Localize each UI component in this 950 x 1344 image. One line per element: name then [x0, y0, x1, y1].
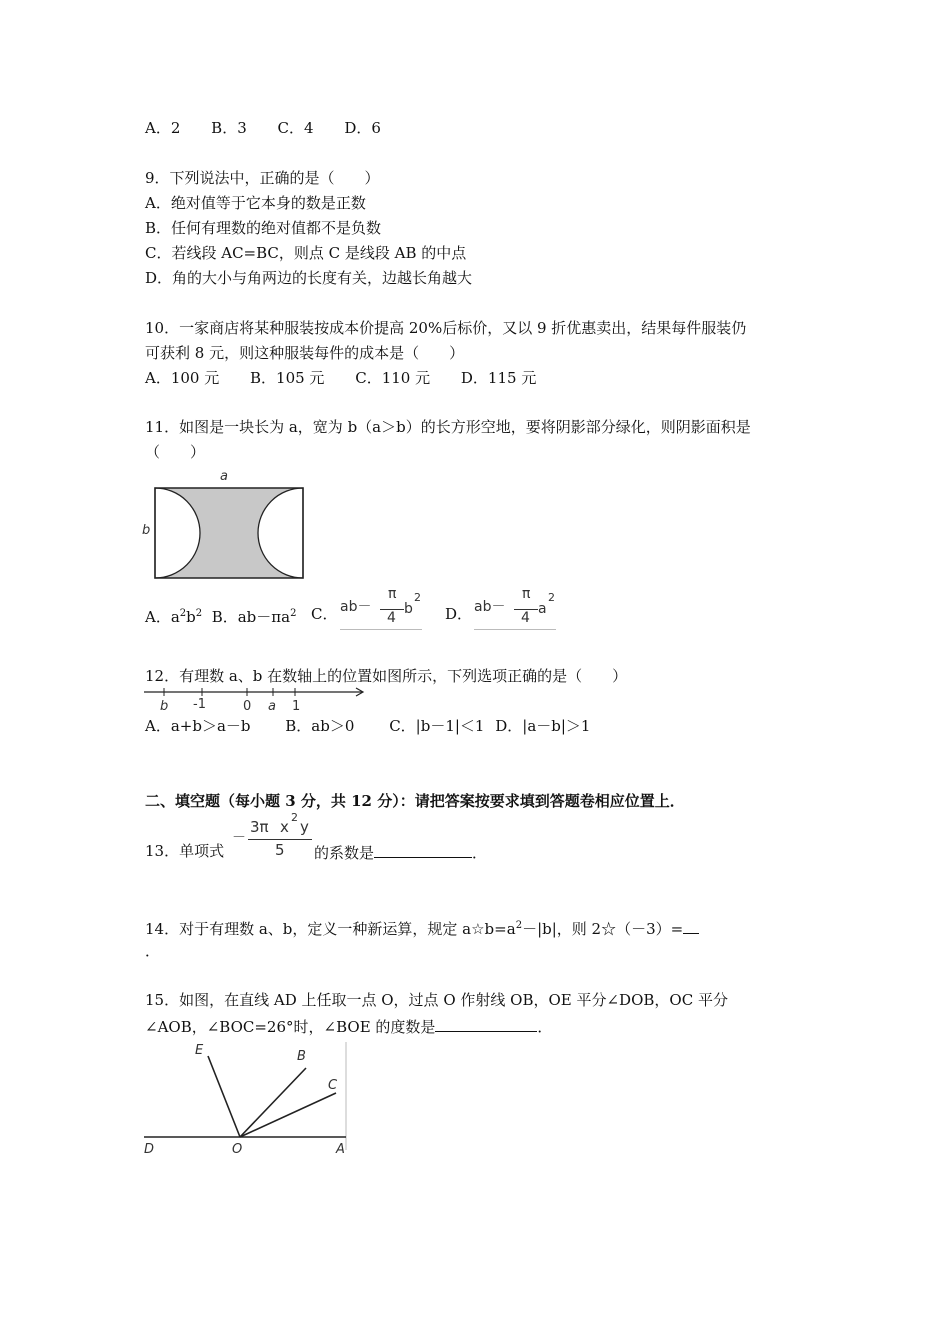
q11-stem-line2: （ ） — [145, 443, 206, 461]
q15-stem-line2 — [145, 1015, 552, 1037]
q11-options-ab — [145, 604, 296, 627]
q14-line1 — [145, 916, 699, 939]
q11-option-d-prefix: D． — [445, 605, 473, 623]
q10-option-d: D．115 元 — [460, 369, 537, 387]
q12-options — [145, 716, 590, 736]
q13-end: ． — [472, 844, 488, 862]
section2-heading: 二、填空题（每小题 3 分，共 12 分）：请把答案按要求填到答题卷相应位置上． — [145, 792, 685, 810]
q12-label-0: 0 — [243, 699, 252, 714]
q8-option-a: A．2 — [145, 119, 181, 137]
q12-number-line — [140, 684, 370, 714]
q15-label-d: D — [144, 1142, 155, 1157]
q11-option-c-lead: ab－ — [340, 599, 372, 615]
q15-answer-blank[interactable] — [435, 1015, 537, 1032]
q12-label-1: 1 — [292, 699, 301, 714]
q10-option-a: A．100 元 — [145, 369, 220, 387]
q11-option-b — [212, 608, 297, 626]
q13-fraction-bar — [248, 839, 312, 840]
q8-option-d: D．6 — [344, 119, 381, 137]
q11-option-d-var: a — [538, 601, 547, 617]
q12-stem: 12．有理数 a、b 在数轴上的位置如图所示，下列选项正确的是（ ） — [145, 667, 628, 685]
q15-stem-line1: 15．如图，在直线 AD 上任取一点 O，过点 O 作射线 OB，OE 平分∠DOB，OC 平分 — [145, 991, 728, 1009]
q14-text-pre: 14．对于有理数 a、b，定义一种新运算，规定 a☆b=a — [145, 920, 516, 938]
q11-option-a — [145, 608, 202, 626]
q11-option-b-text: ab－πa — [237, 608, 291, 626]
q10-stem-line1: 10．一家商店将某种服装按成本价提高 20%后标价，又以 9 折优惠卖出，结果每件服装仍 — [145, 319, 747, 337]
q10-option-b: B．105 元 — [250, 369, 325, 387]
q15-angle-figure — [140, 1040, 355, 1162]
q15-label-a: A — [336, 1142, 345, 1157]
q13-num-var-y: y — [300, 818, 309, 836]
q15-ray-oe — [208, 1056, 240, 1137]
q14-line2: ． — [145, 942, 161, 960]
q11-option-a-base2: b — [186, 608, 196, 626]
q11-option-d-exp: 2 — [548, 591, 555, 604]
q11-option-d-fraction — [474, 588, 558, 632]
q11-option-b-prefix: B． — [211, 608, 238, 626]
q11-option-c-den: 4 — [387, 610, 396, 626]
q9-option-b: B．任何有理数的绝对值都不是负数 — [145, 219, 382, 237]
q8-options — [145, 118, 407, 138]
q12-label-a: a — [268, 699, 276, 714]
q12-option-d: D．|a－b|＞1 — [495, 717, 591, 735]
q15-stem-line2-text: ∠AOB，∠BOC=26°时，∠BOE 的度数是 — [145, 1018, 436, 1036]
q11-option-a-exp2: 2 — [195, 608, 203, 619]
q13-den: 5 — [275, 841, 285, 859]
q9-stem: 9．下列说法中，正确的是（ ） — [145, 169, 380, 187]
q11-option-d-underline — [474, 629, 556, 630]
q15-label-e: E — [195, 1043, 204, 1058]
q15-ray-ob — [240, 1068, 306, 1137]
q15-stem-line2-end: ． — [537, 1018, 553, 1036]
q11-rectangle-figure — [140, 464, 315, 586]
q13-suffix: 的系数是 — [314, 844, 375, 862]
q11-option-a-prefix: A． — [145, 608, 171, 626]
q8-option-c: C．4 — [277, 119, 314, 137]
q11-option-c-var: b — [404, 601, 413, 617]
q10-options — [145, 368, 562, 388]
q10-stem-line2: 可获利 8 元，则这种服装每件的成本是（ ） — [145, 344, 465, 362]
q11-option-c-prefix: C． — [311, 605, 338, 623]
q11-option-c-num: π — [388, 586, 397, 602]
q11-option-a-exp1: 2 — [179, 608, 187, 619]
q14-sup: 2 — [515, 920, 523, 931]
q13-num-var-x: x — [280, 818, 289, 836]
q12-option-a: A．a+b＞a－b — [145, 717, 251, 735]
q15-label-o: O — [232, 1142, 243, 1157]
q11-option-b-exp: 2 — [290, 608, 297, 619]
q11-label-a: a — [220, 469, 228, 484]
q11-stem-line1: 11．如图是一块长为 a，宽为 b（a＞b）的长方形空地，要将阴影部分绿化，则阴影面积是 — [145, 418, 751, 436]
q10-option-c: C．110 元 — [355, 369, 431, 387]
q13-num-exp: 2 — [291, 811, 298, 824]
q11-option-c-fraction — [340, 588, 424, 632]
q13-suffix-line — [314, 841, 487, 863]
q11-option-c-underline — [340, 629, 422, 630]
q13-num-coef: 3π — [250, 818, 269, 836]
q11-label-b: b — [142, 523, 151, 538]
q8-option-b: B．3 — [211, 119, 247, 137]
q11-option-d-den: 4 — [521, 610, 530, 626]
q15-ray-oc — [240, 1093, 336, 1137]
q11-option-a-base1: a — [170, 608, 180, 626]
q15-label-c: C — [328, 1078, 338, 1093]
q13-answer-blank[interactable] — [374, 841, 472, 858]
q11-option-d-num: π — [522, 586, 531, 602]
q15-label-b: B — [297, 1049, 306, 1064]
q12-label-neg1: -1 — [193, 697, 206, 712]
q12-label-b: b — [160, 699, 169, 714]
q9-option-d: D．角的大小与角两边的长度有关，边越长角越大 — [145, 269, 473, 287]
q9-option-a: A．绝对值等于它本身的数是正数 — [145, 194, 366, 212]
q12-option-b: B．ab＞0 — [285, 717, 355, 735]
q11-option-d-lead: ab－ — [474, 599, 506, 615]
q11-option-c-exp: 2 — [414, 591, 421, 604]
q13-monomial-fraction — [232, 811, 316, 865]
q14-answer-blank[interactable] — [683, 917, 699, 934]
q13-prefix: 13．单项式 — [145, 842, 225, 860]
q9-option-c: C．若线段 AC=BC，则点 C 是线段 AB 的中点 — [145, 244, 467, 262]
q12-option-c: C．|b－1|＜1 — [389, 717, 485, 735]
q14-text-post: －|b|，则 2☆（－3）= — [522, 920, 684, 938]
q13-minus: － — [232, 830, 246, 846]
